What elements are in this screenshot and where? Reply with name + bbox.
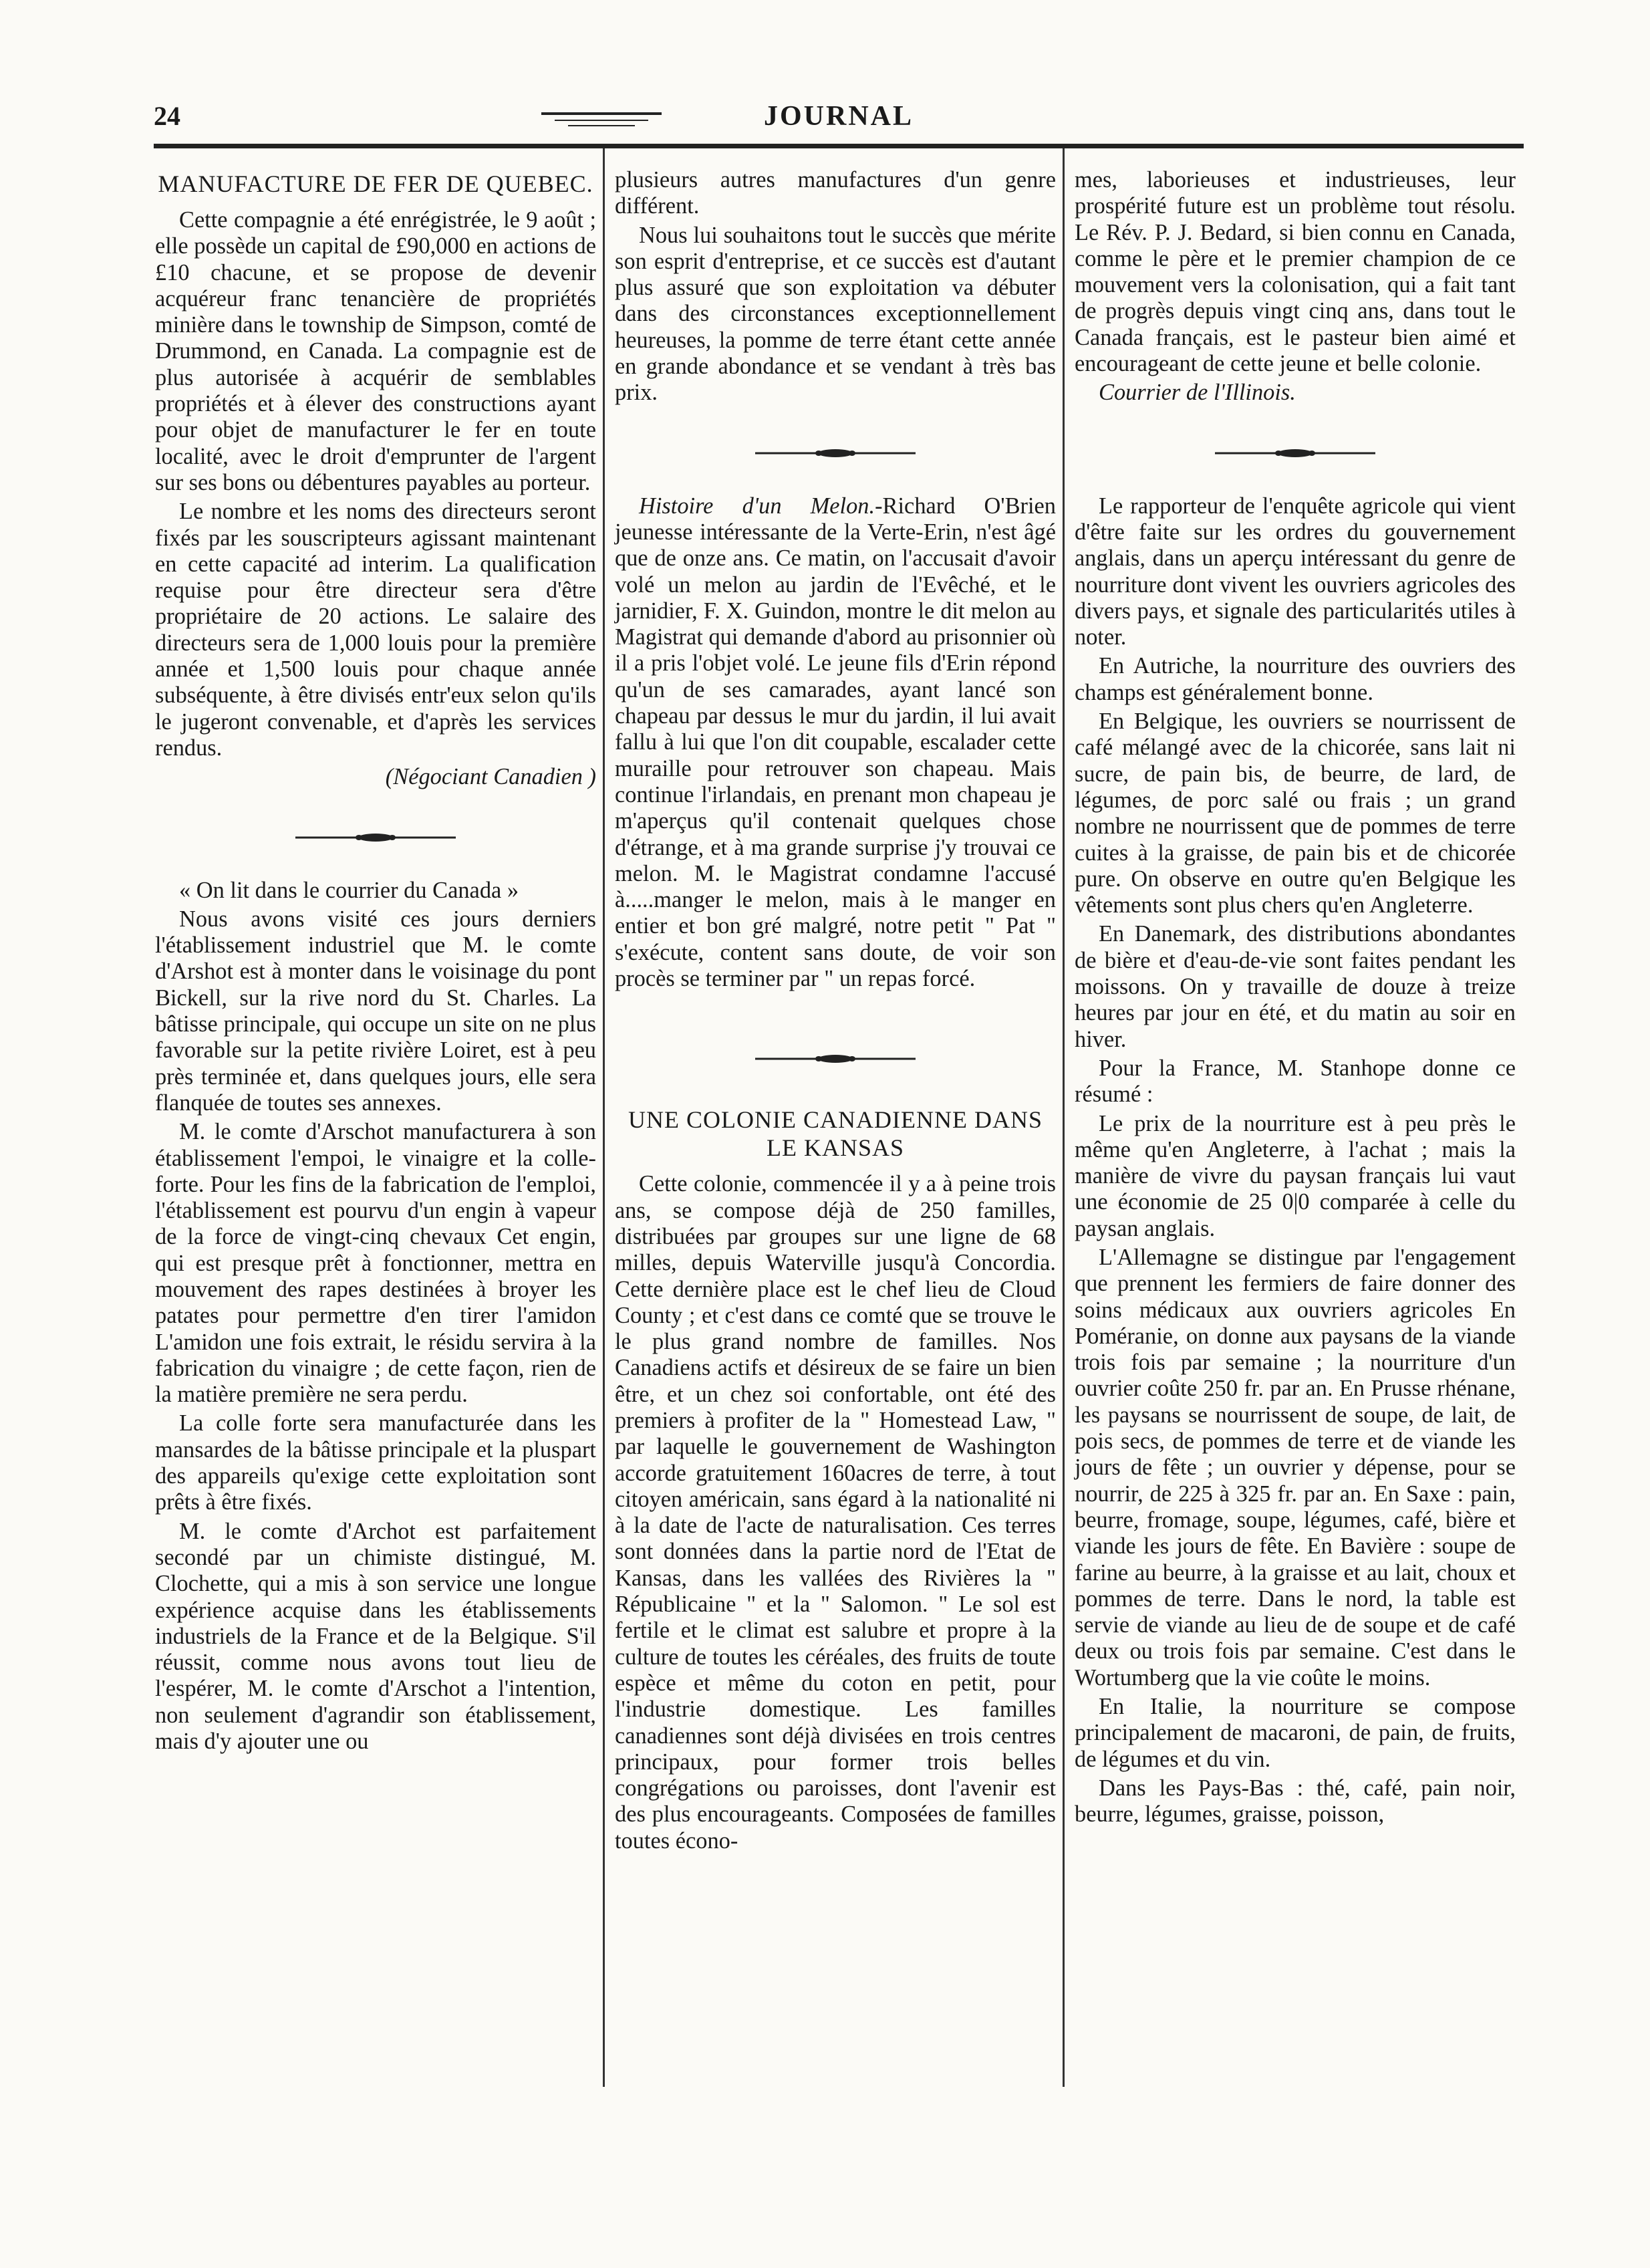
column-separator bbox=[1063, 148, 1065, 2087]
section-divider bbox=[1215, 447, 1375, 460]
paragraph: « On lit dans le courrier du Canada » bbox=[179, 877, 519, 903]
column-3 bbox=[1075, 167, 1516, 1831]
paragraph: En Danemark, des distributions abondantes de bière et d'eau-de-vie sont faites pendant les moissons. On y travaille de douze à treize heures par jour en été, et du matin au soir en hiver. bbox=[1075, 921, 1516, 1052]
paragraph: En Belgique, les ouvriers se nourrissent de café mélangé avec de la chicorée, sans lait ni sucre, de pain bis, de beurre, de lard, de légumes, de porc salé ou frais ; un grand nombre ne nourrissent que de pommes de terre cuites à la graisse, de pain bis et de chicorée pure. On observe en outre qu'en Belgique les vêtements sont plus chers qu'en Angleterre. bbox=[1075, 709, 1516, 918]
paragraph: Dans les Pays-Bas : thé, café, pain noir, beurre, légumes, graisse, poisson, bbox=[1075, 1775, 1516, 1828]
column-2 bbox=[615, 167, 1056, 1857]
paragraph: Nous lui souhaitons tout le succès que mérite son esprit d'entreprise, et ce succès est d'autant plus assuré que son exploitation va débuter dans des circonstances exceptionnellement heureuses, la pomme de terre étant cette année en grande abondance et se vendant à très bas prix. bbox=[615, 222, 1056, 406]
paragraph: Le prix de la nourriture est à peu près le même qu'en Angleterre, à l'achat ; mais la manière de vivre du paysan français lui vaut une économie de 25 0|0 comparée à celle du paysan anglais. bbox=[1075, 1110, 1516, 1241]
paragraph: M. le comte d'Arschot manufacturera à son établissement l'empoi, le vinaigre et la colle-forte. Pour les fins de la fabrication de l'emploi, l'établissement est pourvu d'un engin à vapeur de la force de vingt-cinq chevaux Cet engin, qui est presque prêt à fonctionner, mettra en mouvement des rapes destinées à broyer les patates pour permettre d'en tirer l'amidon L'amidon une fois extrait, le résidu servira à la fabrication du vinaigre ; de cette façon, rien de la matière première ne sera perdu. bbox=[155, 1119, 596, 1408]
paragraph: Cette colonie, commencée il y a à peine trois ans, se compose déjà de 250 familles, distribuées par groupes sur une ligne de 68 milles, depuis Waterville jusqu'à Concordia. Cette dernière place est le chef lieu de Cloud County ; et c'est dans ce comté que se trouve le le plus grand nombre de familles. Nos Canadiens actifs et désireux de se faire un bien être, et un chez soi confortable, ont été des premiers à profiter de la " Homestead Law, " par laquelle le gouvernement de Washington accorde gratuitement 160acres de terre, à tout citoyen américain, sans égard à la nationalité ni à la date de l'acte de naturalisation. Ces terres sont données dans la partie nord de l'Etat de Kansas, dans les vallées des Rivières la " Républicaine " et la " Salomon. " Le sol est fertile et le climat est salubre et propre à la culture de toutes les céréales, des fruits de toute espèce et même du coton en petit, pour l'industrie domestique. Les familles canadiennes sont déjà divisées en trois centres principaux, pour former trois belles congrégations ou paroisses, dont l'avenir est des plus encourageants. Composées de familles toutes écono- bbox=[615, 1171, 1056, 1854]
paragraph: Le rapporteur de l'enquête agricole qui vient d'être faite sur les ordres du gouvernement anglais, dans un aperçu intéressant du genre de nourriture dont vivent les ouvriers agricoles des divers pays, et signale des particularités utiles à noter. bbox=[1075, 493, 1516, 650]
paragraph: En Autriche, la nourriture des ouvriers des champs est généralement bonne. bbox=[1075, 653, 1516, 705]
paragraph: En Italie, la nourriture se compose principalement de macaroni, de pain, de fruits, de légumes et du vin. bbox=[1075, 1694, 1516, 1772]
page-number: 24 bbox=[154, 101, 180, 131]
source-credit: Courrier de l'Illinois. bbox=[1099, 380, 1296, 406]
paragraph: Cette compagnie a été enrégistrée, le 9 août ; elle possède un capital de £90,000 en actions de £10 chacune, et se propose de devenir acquéreur franc tenancière de propriétés minière dans le township de Simpson, comté de Drummond, en Canada. La compagnie est de plus autorisée à acquérir de semblables propriétés et à élever des constructions ayant pour objet de manufacturer le fer en toute localité, avec le droit d'emprunter de l'argent sur ses bons ou débentures payables au porteur. bbox=[155, 207, 596, 495]
paragraph: La colle forte sera manufacturée dans les mansardes de la bâtisse principale et la pluspart des appareils qu'exige cette exploitation sont prêts à être fixés. bbox=[155, 1410, 596, 1515]
section-divider bbox=[295, 831, 456, 844]
column-1 bbox=[155, 167, 596, 1757]
column-separator bbox=[603, 148, 605, 2087]
paragraph: mes, laborieuses et industrieuses, leur prospérité future est un problème tout résolu. Le Rév. P. J. Bedard, si bien connu en Canada, comme le père et le premier champion de ce mouvement vers la colonisation, qui a fait tant de progrès depuis vingt cinq ans, dans tout le Canada français, est le pasteur bien aimé et encourageant de cette jeune et belle colonie. bbox=[1075, 167, 1516, 377]
paragraph: M. le comte d'Archot est parfaitement secondé par un chimiste distingué, M. Clochette, qui a mis à son service une longue expérience acquise dans les établissements industriels de la France et de la Belgique. S'il réussit, comme nous avons tout lieu de l'espérer, M. le comte d'Arschot a l'intention, non seulement d'agrandir son établissement, mais d'y ajouter une ou bbox=[155, 1518, 596, 1755]
story-title: Histoire d'un Melon. bbox=[639, 493, 875, 519]
header-rule bbox=[154, 144, 1524, 148]
paragraph: Pour la France, M. Stanhope donne ce résumé : bbox=[1075, 1055, 1516, 1108]
paragraph: Nous avons visité ces jours derniers l'établissement industriel que M. le comte d'Arshot est à monter dans le voisinage du pont Bickell, sur la rive nord du St. Charles. La bâtisse principale, qui occupe un site on ne plus favorable sur la petite rivière Loiret, est à peu près terminée et, dans quelques jours, elle sera flanquée de toutes ses annexes. bbox=[155, 906, 596, 1116]
source-credit: (Négociant Canadien ) bbox=[385, 764, 596, 790]
page-header bbox=[154, 100, 1524, 147]
article-heading: MANUFACTURE DE FER DE QUEBEC. bbox=[158, 170, 593, 197]
section-divider bbox=[755, 1052, 916, 1065]
paragraph: L'Allemagne se distingue par l'engagement que prennent les fermiers de faire donner des soins médicaux aux ouvriers agricoles En Poméranie, on donne aux paysans de la viande trois fois par semaine ; la nourriture d'un ouvrier coûte 250 fr. par an. En Prusse rhénane, les paysans se nourrissent de soupe, de lait, de pois secs, de pommes de terre et de viande les jours de fête ; un ouvrier y dépense, pour se nourrir, de 225 à 325 fr. par an. En Saxe : pain, beurre, fromage, soupe, légumes, café, bière et viande les jours de fête. En Bavière : soupe de farine au beurre, à la graisse et au lait, choux et pommes de terre. Dans le nord, la table est servie de viande au lieu de de soupe et de café deux ou trois fois par semaine. C'est dans le Wortumberg que la vie coûte le moins. bbox=[1075, 1244, 1516, 1690]
section-divider bbox=[755, 447, 916, 460]
paragraph: Le nombre et les noms des directeurs seront fixés par les souscripteurs agissant maintenant en cette capacité ad interim. La qualification requise pour être directeur sera d'être propriétaire de 20 actions. Le salaire des directeurs sera de 1,000 louis pour la première année et 1,500 louis pour chaque année subséquente, à être divisés entr'eux selon qu'ils le jugeront convenable, et d'après les services rendus. bbox=[155, 499, 596, 761]
paragraph bbox=[615, 493, 1056, 993]
paragraph: plusieurs autres manufactures d'un genre différent. bbox=[615, 167, 1056, 219]
story-text: -Richard O'Brien jeunesse intéressante de la Verte-Erin, n'est âgé que de onze ans. Ce matin, on l'accusait d'avoir volé un melon au jardin de l'Evêché, et le jarnidier, F. X. Guindon, montre le dit melon au Magistrat qui demande d'abord au prisonnier où il a pris l'objet volé. Le jeune fils d'Erin répond qu'un de ses camarades, ayant lancé son chapeau par dessus le mur du jardin, il lui avait fallu à lui que l'on dit coupable, escalader cette muraille pour retrouver son chapeau. Mais continue l'irlandais, en prenant mon chapeau je m'aperçus qu'il contenait quelques chose d'étrange, et à ma grande surprise j'y trouvai ce melon. M. le Magistrat condamne l'accusé à.....manger le melon, mais à le manger en entier et bon gré malgré, notre petit " Pat " s'exécute, content sans doute, de voir son procès se terminer par " un repas forcé. bbox=[615, 493, 1056, 992]
journal-title: JOURNAL bbox=[763, 101, 914, 132]
article-heading: UNE COLONIE CANADIENNE DANS LE KANSAS bbox=[628, 1106, 1043, 1162]
